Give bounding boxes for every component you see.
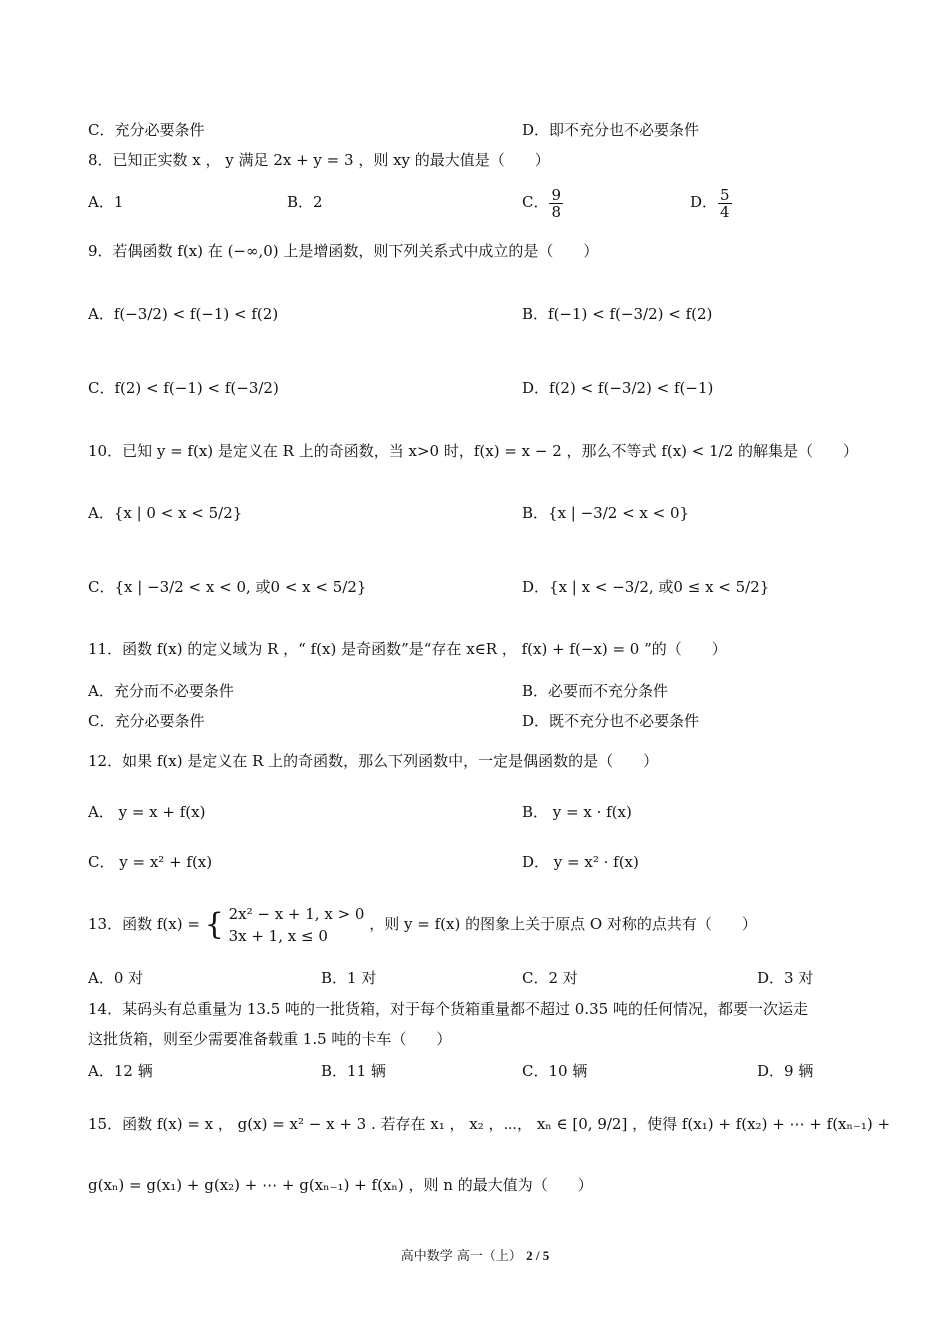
brace-icon: {	[204, 907, 224, 942]
page-footer	[0, 1245, 950, 1264]
q9-stem: 9．若偶函数 f(x) 在 (−∞,0) 上是增函数，则下列关系式中成立的是（ ）	[88, 242, 599, 260]
q14-stem-line2: 这批货箱，则至少需要准备载重 1.5 吨的卡车（ ）	[88, 1030, 452, 1048]
q11-option-b: B．必要而不充分条件	[522, 682, 669, 700]
q10-option-b: B．{x | −3/2 < x < 0}	[522, 504, 690, 522]
q10-option-c: C．{x | −3/2 < x < 0, 或0 < x < 5/2}	[88, 578, 367, 596]
q13-option-b: B．1 对	[321, 969, 377, 987]
piecewise-definition: 2x² − x + 1, x > 0 3x + 1, x ≤ 0	[228, 905, 365, 945]
q11-option-d: D．既不充分也不必要条件	[522, 712, 700, 730]
q14-option-a: A．12 辆	[88, 1062, 153, 1080]
q10-option-d: D．{x | x < −3/2, 或0 ≤ x < 5/2}	[522, 578, 770, 596]
q15-stem-line1: 15．函数 f(x) = x ， g(x) = x² − x + 3 . 若存在 x₁ ， x₂ ，⋯， xₙ ∈ [0, 9/2] ，使得 f(x₁) + f(x₂) + ⋯ + f(xₙ₋₁) +	[88, 1115, 891, 1133]
q12-option-b: B． y = x · f(x)	[522, 803, 632, 821]
q9-option-c: C．f(2) < f(−1) < f(−3/2)	[88, 379, 279, 397]
q8-stem: 8．已知正实数 x ， y 满足 2x + y = 3 ，则 xy 的最大值是（ ）	[88, 151, 550, 169]
q9-option-d: D．f(2) < f(−3/2) < f(−1)	[522, 379, 714, 397]
q13-stem: 13．函数 f(x) = { 2x² − x + 1, x > 0 3x + 1, x ≤ 0 ，则 y = f(x) 的图象上关于原点 O 对称的点共有（ ）	[88, 905, 757, 945]
q13-option-c: C．2 对	[522, 969, 578, 987]
q12-stem: 12．如果 f(x) 是定义在 R 上的奇函数，那么下列函数中，一定是偶函数的是（ ）	[88, 752, 659, 770]
q13-option-a: A．0 对	[88, 969, 144, 987]
q11-stem: 11．函数 f(x) 的定义域为 R ，“ f(x) 是奇函数”是“存在 x∈R ， f(x) + f(−x) = 0 ”的（ ）	[88, 640, 727, 658]
q7-option-d: D．即不充分也不必要条件	[522, 121, 700, 139]
q14-option-c: C．10 辆	[522, 1062, 588, 1080]
q11-option-a: A．充分而不必要条件	[88, 682, 234, 700]
q15-stem-line2: g(xₙ) = g(x₁) + g(x₂) + ⋯ + g(xₙ₋₁) + f(xₙ) ，则 n 的最大值为（ ）	[88, 1176, 593, 1194]
q13-option-d: D．3 对	[757, 969, 814, 987]
q10-option-a: A．{x | 0 < x < 5/2}	[88, 504, 243, 522]
q10-stem: 10．已知 y = f(x) 是定义在 R 上的奇函数，当 x>0 时，f(x) = x − 2 ，那么不等式 f(x) < 1/2 的解集是（ ）	[88, 442, 859, 460]
q8-option-d: D． $\frac{5}{4}$	[690, 185, 730, 221]
q9-option-a: A．f(−3/2) < f(−1) < f(2)	[88, 305, 279, 323]
q9-option-b: B．f(−1) < f(−3/2) < f(2)	[522, 305, 713, 323]
q7-option-c: C．充分必要条件	[88, 121, 205, 139]
q11-option-c: C．充分必要条件	[88, 712, 205, 730]
q8-option-a: A．1	[88, 193, 124, 211]
q12-option-d: D． y = x² · f(x)	[522, 853, 639, 871]
q12-option-a: A． y = x + f(x)	[88, 803, 206, 821]
q14-stem-line1: 14．某码头有总重量为 13.5 吨的一批货箱，对于每个货箱重量都不超过 0.35 吨的任何情况，都要一次运走	[88, 1000, 808, 1018]
page-number: 2 / 5	[526, 1248, 550, 1263]
q8-option-b: B．2	[287, 193, 323, 211]
q14-option-b: B．11 辆	[321, 1062, 386, 1080]
q12-option-c: C． y = x² + f(x)	[88, 853, 213, 871]
footer-text: 高中数学 高一（上）	[400, 1249, 522, 1264]
q8-option-c: C． $\frac{9}{8}$	[522, 185, 562, 221]
q14-option-d: D．9 辆	[757, 1062, 814, 1080]
